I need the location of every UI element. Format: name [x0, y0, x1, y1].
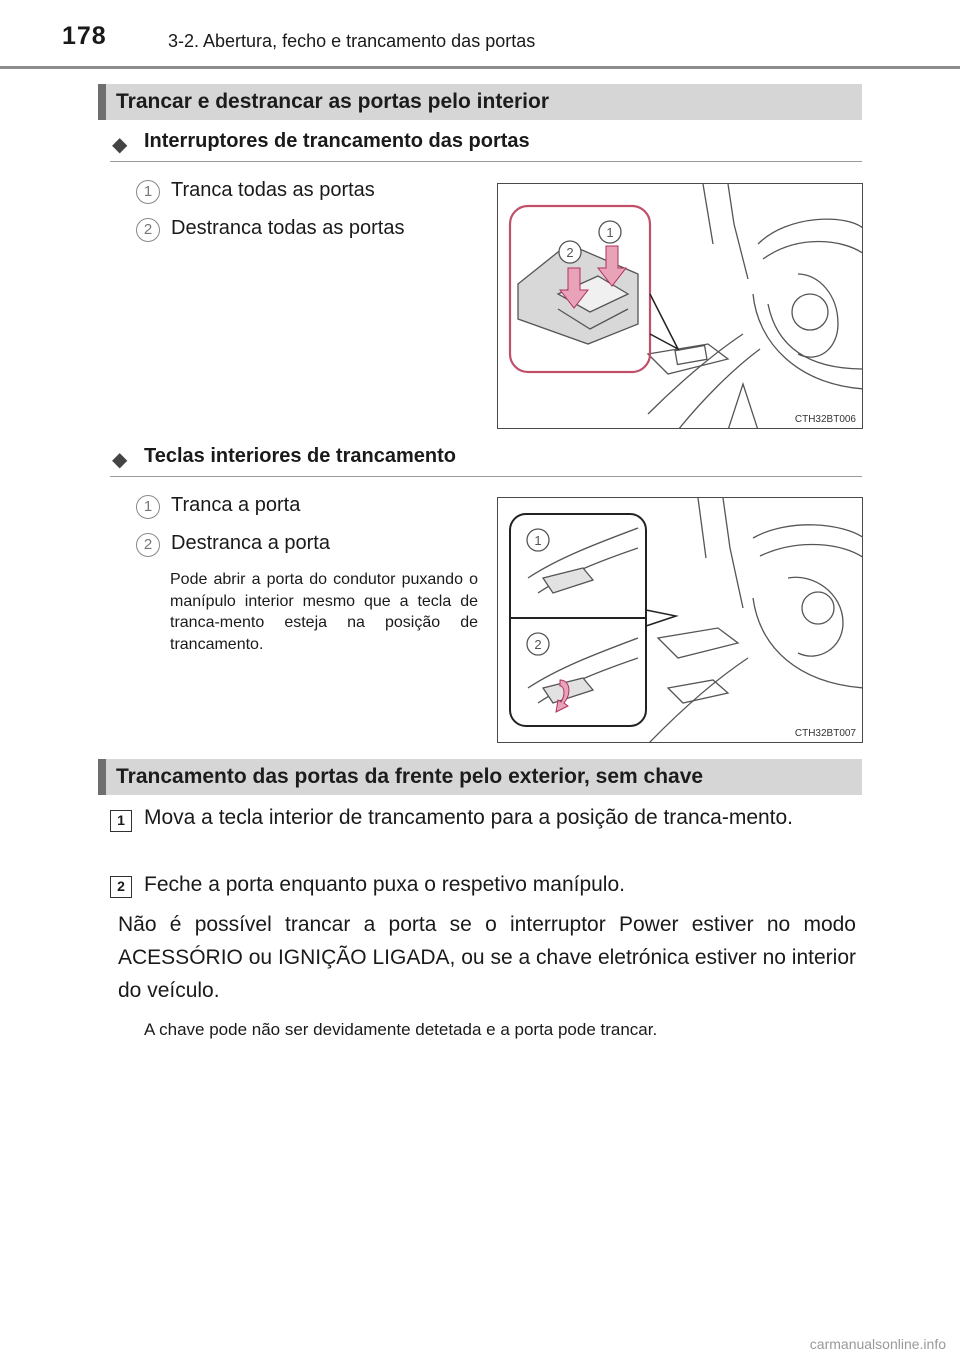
section-heading-interior-locking — [98, 84, 862, 120]
item-text-lock-door: Tranca a porta — [171, 494, 301, 516]
item-number-2: 2 — [136, 533, 160, 557]
subheading-text: Teclas interiores de trancamento — [144, 445, 456, 467]
door-lock-switch-illustration — [498, 184, 863, 429]
watermark: carmanualsonline.info — [809, 1336, 946, 1352]
header-rule — [0, 66, 960, 69]
step-text-move-lock-button: Mova a tecla interior de trancamento para a posição de tranca-mento. — [144, 806, 794, 829]
item-text-unlock-all: Destranca todas as portas — [171, 217, 405, 239]
figure-code: CTH32BT007 — [794, 728, 856, 739]
svg-text:2: 2 — [566, 245, 574, 260]
item-number-1: 1 — [136, 180, 160, 204]
key-detection-note: A chave pode não ser devidamente detetada e a porta pode trancar. — [144, 1020, 658, 1039]
svg-text:2: 2 — [534, 637, 542, 652]
warning-paragraph: Não é possível trancar a porta se o interruptor Power estiver no modo ACESSÓRIO ou IGNIÇÃO LIGADA, ou se a chave eletrónica estiver no interior do veículo. — [118, 913, 856, 1002]
item-text-unlock-door: Destranca a porta — [171, 532, 330, 554]
step-number-2: 2 — [110, 876, 132, 898]
subheading-interior-lock-buttons — [110, 443, 862, 477]
section-heading-keyless-exterior-locking — [98, 759, 862, 795]
svg-text:1: 1 — [534, 533, 542, 548]
figure-code: CTH32BT006 — [794, 414, 856, 425]
page-number: 178 — [62, 22, 107, 50]
subheading-text: Interruptores de trancamento das portas — [144, 130, 530, 152]
diamond-bullet-icon: ◆ — [112, 134, 128, 156]
interior-lock-button-illustration — [498, 498, 863, 743]
driver-door-note: Pode abrir a porta do condutor puxando o manípulo interior mesmo que a tecla de tranca-mento esteja na posição de trancamento. — [170, 571, 478, 653]
section-title: Trancamento das portas da frente pelo exterior, sem chave — [116, 765, 704, 788]
item-number-1: 1 — [136, 495, 160, 519]
step-text-close-door: Feche a porta enquanto puxa o respetivo manípulo. — [144, 873, 625, 896]
item-number-2: 2 — [136, 218, 160, 242]
figure-door-lock-switches — [497, 183, 863, 429]
section-title: Trancar e destrancar as portas pelo interior — [116, 90, 550, 113]
running-head: 3-2. Abertura, fecho e trancamento das portas — [168, 31, 536, 51]
subheading-door-lock-switches — [110, 128, 862, 162]
figure-interior-lock-buttons — [497, 497, 863, 743]
item-text-lock-all: Tranca todas as portas — [171, 179, 375, 201]
diamond-bullet-icon: ◆ — [112, 449, 128, 471]
step-number-1: 1 — [110, 810, 132, 832]
svg-text:1: 1 — [606, 225, 614, 240]
